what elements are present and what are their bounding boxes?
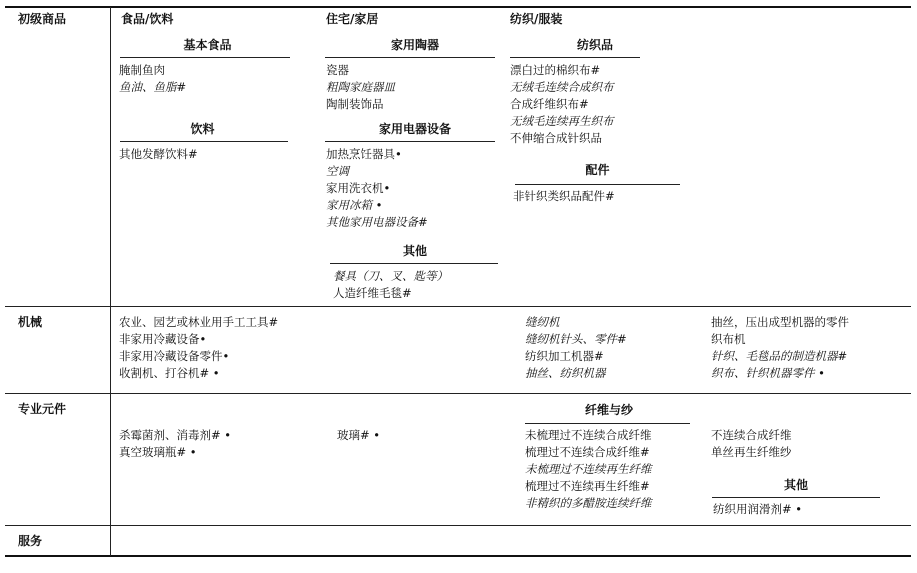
textile-accessory-list (513, 188, 615, 205)
list-item: 未梳理过不连续合成纤维 (525, 428, 652, 442)
list-item: 无绒毛连续再生织布 (510, 114, 614, 128)
category-components: 专业元件 (18, 402, 67, 416)
list-item: 漂白过的棉织布# (510, 63, 601, 77)
machinery-sewing-list (525, 314, 627, 382)
components-fiber-list (525, 427, 652, 512)
textile-fabric-rule (510, 57, 640, 58)
list-item: 玻璃# • (337, 428, 381, 442)
list-item: 非家用冷藏设备零件• (119, 349, 230, 363)
textile-fabric-title: 纺织品 (576, 38, 613, 52)
list-item: 非针织类织品配件# (513, 189, 615, 203)
components-glass-list (337, 427, 380, 444)
list-item: 纺织用润滑剂# • (713, 502, 803, 516)
list-item: 不伸缩合成针织品 (510, 131, 602, 145)
list-item: 非家用冷藏设备• (119, 332, 207, 346)
components-other-list (713, 501, 802, 518)
category-services: 服务 (18, 534, 43, 548)
home-appliance-rule (325, 141, 495, 142)
list-item: 餐具（刀、叉、匙等） (333, 269, 448, 283)
list-item: 未梳理过不连续再生纤维 (525, 462, 652, 476)
textile-accessory-title: 配件 (585, 163, 610, 177)
list-item: 梳理过不连续合成纤维# (525, 445, 650, 459)
list-item: 其他家用电器设备# (326, 215, 428, 229)
food-basic-rule (120, 57, 290, 58)
list-item: 梳理过不连续再生纤维# (525, 479, 650, 493)
list-item: 杀霉菌剂、消毒剂# • (119, 428, 232, 442)
machinery-tools-list (119, 314, 278, 382)
textile-fabric-list (510, 62, 614, 147)
components-other-title: 其他 (783, 478, 808, 492)
list-item: 缝纫机 (525, 315, 560, 329)
home-ceramics-title: 家用陶器 (390, 38, 439, 52)
components-yarn-list (711, 427, 792, 461)
list-item: 空调 (326, 164, 349, 178)
components-other-rule (712, 497, 880, 498)
list-item: 真空玻璃瓶# • (119, 445, 197, 459)
list-item: 其他发酵饮料# (119, 147, 198, 161)
table-bottom-rule (5, 555, 911, 557)
list-item: 家用洗衣机• (326, 181, 391, 195)
column-header-textile: 纺织/服装 (510, 12, 563, 26)
food-beverage-rule (120, 141, 288, 142)
list-item: 加热烹饪器具• (326, 147, 402, 161)
food-beverage-title: 饮料 (190, 122, 215, 136)
home-ceramics-rule (325, 57, 495, 58)
list-item: 陶制装饰品 (326, 97, 384, 111)
textile-accessory-rule (515, 184, 680, 185)
list-item: 针织、毛毯品的制造机器# (711, 349, 848, 363)
home-appliance-title: 家用电器设备 (378, 122, 451, 136)
category-column-divider (110, 7, 111, 556)
list-item: 鱼油、鱼脂# (119, 80, 187, 94)
list-item: 织布机 (711, 332, 746, 346)
column-header-home: 住宅/家居 (326, 12, 379, 26)
category-primary: 初级商品 (18, 12, 67, 26)
food-basic-title: 基本食品 (183, 38, 232, 52)
list-item: 人造纤维毛毯# (333, 286, 412, 300)
list-item: 织布、针织机器零件 • (711, 366, 825, 380)
list-item: 纺织加工机器# (525, 349, 604, 363)
row-divider-machinery (5, 306, 911, 307)
machinery-textile-machines-list (711, 314, 849, 382)
row-divider-components (5, 393, 911, 394)
list-item: 缝纫机针头、零件# (525, 332, 627, 346)
components-chemicals-list (119, 427, 231, 461)
list-item: 抽丝，压出成型机器的零件 (711, 315, 849, 329)
category-machinery: 机械 (18, 315, 43, 329)
home-other-title: 其他 (402, 244, 427, 258)
list-item: 单丝再生纤维纱 (711, 445, 792, 459)
list-item: 收割机、打谷机# • (119, 366, 220, 380)
row-divider-services (5, 525, 911, 526)
table-top-rule (5, 6, 911, 8)
list-item: 家用冰箱 • (326, 198, 383, 212)
home-other-rule (330, 263, 498, 264)
food-beverage-list (119, 146, 198, 163)
list-item: 合成纤维织布# (510, 97, 589, 111)
list-item: 非精织的多醋胺连续纤维 (525, 496, 652, 510)
home-ceramics-list (326, 62, 395, 113)
home-other-list (333, 268, 448, 302)
home-appliance-list (326, 146, 428, 231)
food-basic-list (119, 62, 186, 96)
list-item: 农业、园艺或林业用手工工具# (119, 315, 279, 329)
components-fiber-title: 纤维与纱 (584, 403, 633, 417)
list-item: 腌制鱼肉 (119, 63, 165, 77)
list-item: 抽丝、纺织机器 (525, 366, 606, 380)
components-fiber-rule (525, 423, 690, 424)
list-item: 不连续合成纤维 (711, 428, 792, 442)
list-item: 粗陶家庭器皿 (326, 80, 395, 94)
list-item: 瓷器 (326, 63, 349, 77)
list-item: 无绒毛连续合成织布 (510, 80, 614, 94)
column-header-food: 食品/饮料 (121, 12, 174, 26)
